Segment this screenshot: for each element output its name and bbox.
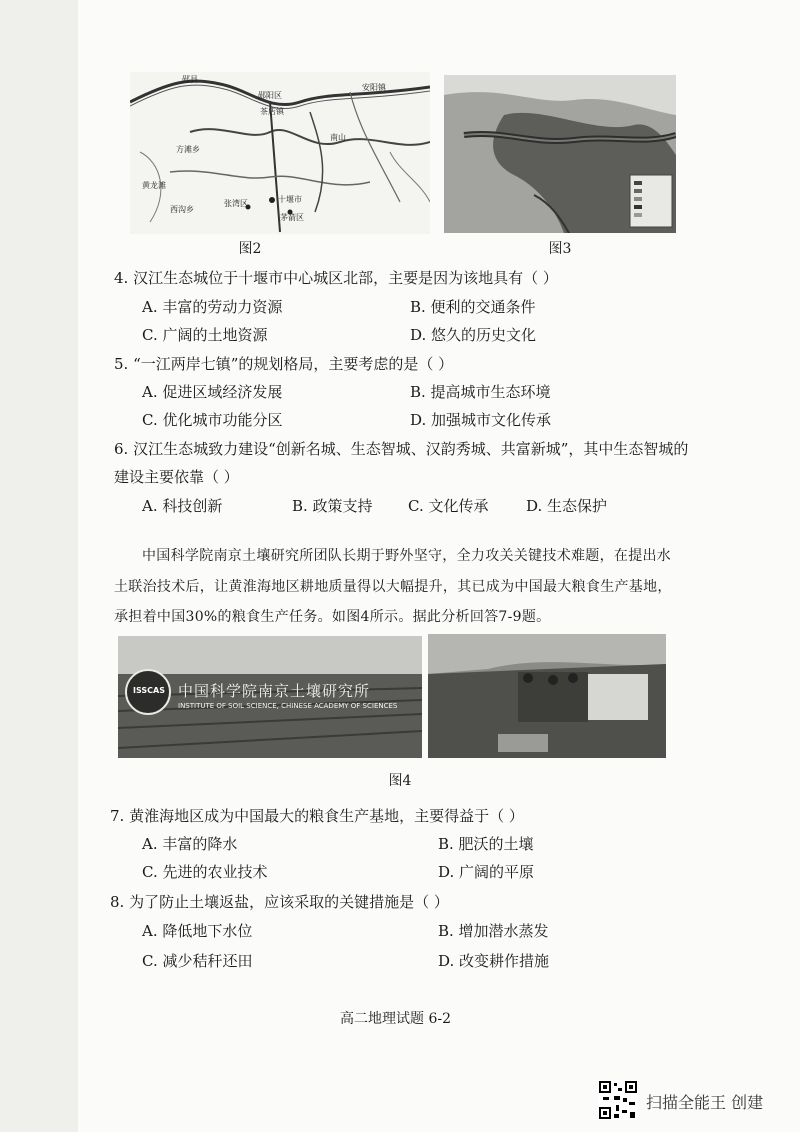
question-7-option-b[interactable]: B. 肥沃的土壤 [438, 835, 534, 853]
question-8-option-d[interactable]: D. 改变耕作措施 [438, 952, 550, 970]
map-label: 茶店镇 [260, 107, 284, 116]
question-6-option-b[interactable]: B. 政策支持 [292, 497, 373, 515]
institute-logo-english: INSTITUTE OF SOIL SCIENCE, CHINESE ACADEMY OF SCIENCES [178, 702, 398, 710]
figure-4-research-photo [428, 634, 666, 758]
question-4-option-a[interactable]: A. 丰富的劳动力资源 [142, 298, 283, 316]
question-4-stem: 4. 汉江生态城位于十堰市中心城区北部，主要是因为该地具有（ ） [114, 269, 558, 287]
figure-3-map [444, 75, 676, 233]
page-footer: 高二地理试题 6-2 [340, 1011, 451, 1027]
figure-4-field-photo [118, 636, 422, 758]
figure-2-map [130, 72, 430, 234]
question-7-option-d[interactable]: D. 广阔的平原 [438, 863, 535, 881]
question-8-option-c[interactable]: C. 减少秸秆还田 [142, 952, 253, 970]
map-label: 郧县 [182, 75, 198, 84]
question-6-option-d[interactable]: D. 生态保护 [526, 497, 608, 515]
passage-line-1: 中国科学院南京土壤研究所团队长期于野外坚守，全力攻关关键技术难题，在提出水 [142, 548, 672, 564]
question-5-option-a[interactable]: A. 促进区域经济发展 [142, 383, 283, 401]
question-5-option-b[interactable]: B. 提高城市生态环境 [410, 383, 551, 401]
question-8-option-b[interactable]: B. 增加潜水蒸发 [438, 922, 549, 940]
question-5-option-c[interactable]: C. 优化城市功能分区 [142, 411, 283, 429]
question-6-stem-line-2: 建设主要依靠（ ） [114, 468, 239, 486]
scanner-watermark: 扫描全能王 创建 [646, 1093, 764, 1112]
isscas-badge: ISSCAS [133, 686, 165, 695]
question-8-option-a[interactable]: A. 降低地下水位 [142, 922, 253, 940]
map-label: 黄龙滩 [142, 181, 166, 190]
question-7-option-a[interactable]: A. 丰富的降水 [142, 835, 238, 853]
question-4-option-b[interactable]: B. 便利的交通条件 [410, 298, 536, 316]
passage-line-2: 土联治技术后，让黄淮海地区耕地质量得以大幅提升，其已成为中国最大粮食生产基地， [114, 579, 672, 595]
question-4-option-c[interactable]: C. 广阔的土地资源 [142, 326, 268, 344]
map-label: 张湾区 [224, 199, 248, 208]
qr-code-icon [598, 1080, 638, 1120]
question-7-option-c[interactable]: C. 先进的农业技术 [142, 863, 268, 881]
question-6-stem: 6. 汉江生态城致力建设“创新名城、生态智城、汉韵秀城、共富新城”，其中生态智城的 [114, 440, 689, 458]
question-6-option-c[interactable]: C. 文化传承 [408, 497, 489, 515]
question-5-option-d[interactable]: D. 加强城市文化传承 [410, 411, 552, 429]
figure-2-caption: 图2 [238, 241, 262, 257]
map-label: 安阳镇 [362, 83, 386, 92]
question-4-option-d[interactable]: D. 悠久的历史文化 [410, 326, 537, 344]
institute-logo-text: 中国科学院南京土壤研究所 [178, 682, 371, 700]
map-label: 十堰市 [278, 195, 302, 204]
map-label: 西沟乡 [170, 205, 194, 214]
map-label: 南山 [330, 133, 346, 142]
map-label: 郧阳区 [258, 91, 282, 100]
figure-4-caption: 图4 [388, 773, 412, 789]
figure-3-caption: 图3 [548, 241, 572, 257]
question-5-stem: 5. “一江两岸七镇”的规划格局，主要考虑的是（ ） [114, 355, 454, 373]
question-8-stem: 8. 为了防止土壤返盐，应该采取的关键措施是（ ） [110, 893, 449, 911]
scan-margin [0, 0, 78, 1132]
map-label: 方滩乡 [176, 145, 200, 154]
map-label: 茅箭区 [280, 213, 304, 222]
question-7-stem: 7. 黄淮海地区成为中国最大的粮食生产基地，主要得益于（ ） [110, 807, 524, 825]
passage-line-3: 承担着中国30%的粮食生产任务。如图4所示。据此分析回答7-9题。 [114, 609, 551, 625]
question-6-option-a[interactable]: A. 科技创新 [142, 497, 223, 515]
